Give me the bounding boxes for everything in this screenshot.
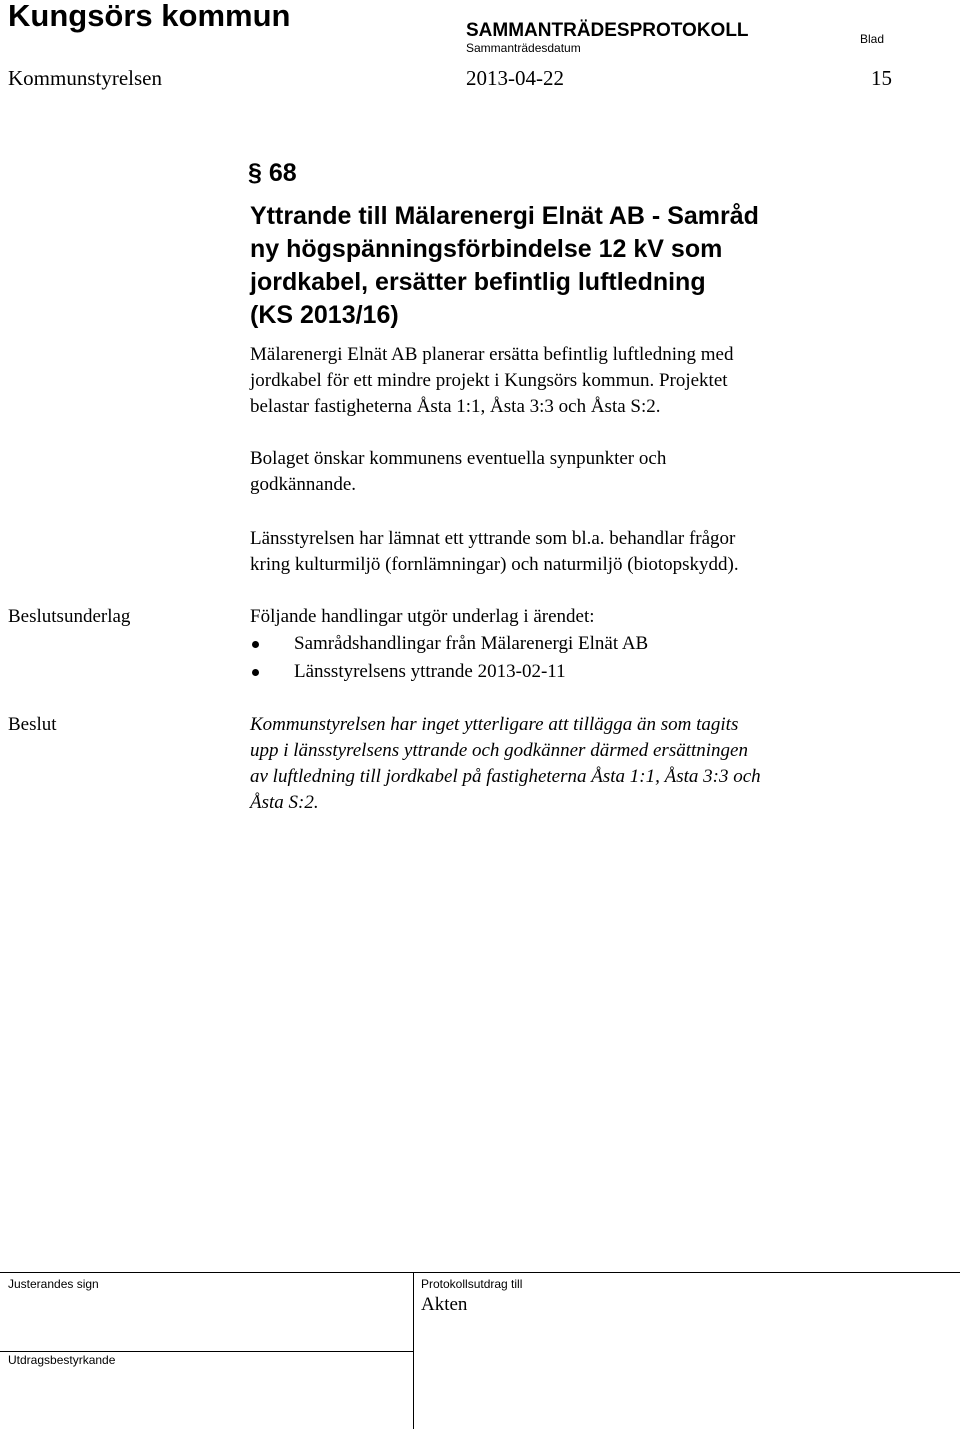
certifier-label: Utdragsbestyrkande [8,1353,116,1367]
list-item-text: Länsstyrelsens yttrande 2013-02-11 [294,661,566,682]
decision-text [250,712,761,816]
decision-line: Kommunstyrelsen har inget ytterligare att tillägga än som tagits [250,714,739,735]
sheet-label: Blad [860,32,885,46]
basis-intro: Följande handlingar utgör underlag i ärendet: [250,606,595,627]
paragraph-line: Länsstyrelsen har lämnat ett yttrande som bl.a. behandlar frågor [250,528,736,549]
paragraph-line: Mälarenergi Elnät AB planerar ersätta befintlig luftledning med [250,344,734,365]
section-title-line: Yttrande till Mälarenergi Elnät AB - Samråd [250,202,759,230]
list-item-text: Samrådshandlingar från Mälarenergi Elnät AB [294,633,649,654]
decision-line: Åsta S:2. [250,792,319,813]
paragraph-county-board [250,526,910,578]
paragraph-line: godkännande. [250,474,357,495]
paragraph-line: jordkabel för ett mindre projekt i Kungsörs kommun. Projektet [250,370,728,391]
footer-middle-rule [0,1351,414,1352]
decision-line: av luftledning till jordkabel på fastigheterna Åsta 1:1, Åsta 3:3 och [250,766,761,787]
meeting-date-label: Sammanträdesdatum [466,41,581,55]
section-title-line: ny högspänningsförbindelse 12 kV som [250,235,723,263]
document-type: SAMMANTRÄDESPROTOKOLL [466,20,749,41]
paragraph-line: belastar fastigheterna Åsta 1:1, Åsta 3:3 och Åsta S:2. [250,396,661,417]
paragraph-background [250,342,910,420]
committee-name: Kommunstyrelsen [8,66,162,90]
meeting-date: 2013-04-22 [466,66,564,90]
list-item [250,630,648,658]
copy-to-label: Protokollsutdrag till [421,1277,523,1291]
section-number: § 68 [248,159,297,187]
paragraph-request [250,446,910,498]
bullet-icon [252,641,259,648]
sheet-number: 15 [871,66,892,90]
signature-box [0,1272,960,1429]
copy-to-value: Akten [421,1294,468,1315]
organization-name: Kungsörs kommun [8,0,291,33]
basis-label: Beslutsunderlag [8,606,131,627]
decision-label: Beslut [8,714,57,735]
paragraph-line: Bolaget önskar kommunens eventuella synpunkter och [250,448,667,469]
list-item [250,658,648,686]
basis-list [250,630,648,686]
signature-label: Justerandes sign [8,1277,99,1291]
paragraph-line: kring kulturmiljö (fornlämningar) och naturmiljö (biotopskydd). [250,554,739,575]
section-title [250,200,890,332]
bullet-icon [252,669,259,676]
footer-top-rule [0,1272,960,1273]
decision-line: upp i länsstyrelsens yttrande och godkänner därmed ersättningen [250,740,748,761]
section-title-line: (KS 2013/16) [250,301,399,329]
section-title-line: jordkabel, ersätter befintlig luftledning [250,268,706,296]
